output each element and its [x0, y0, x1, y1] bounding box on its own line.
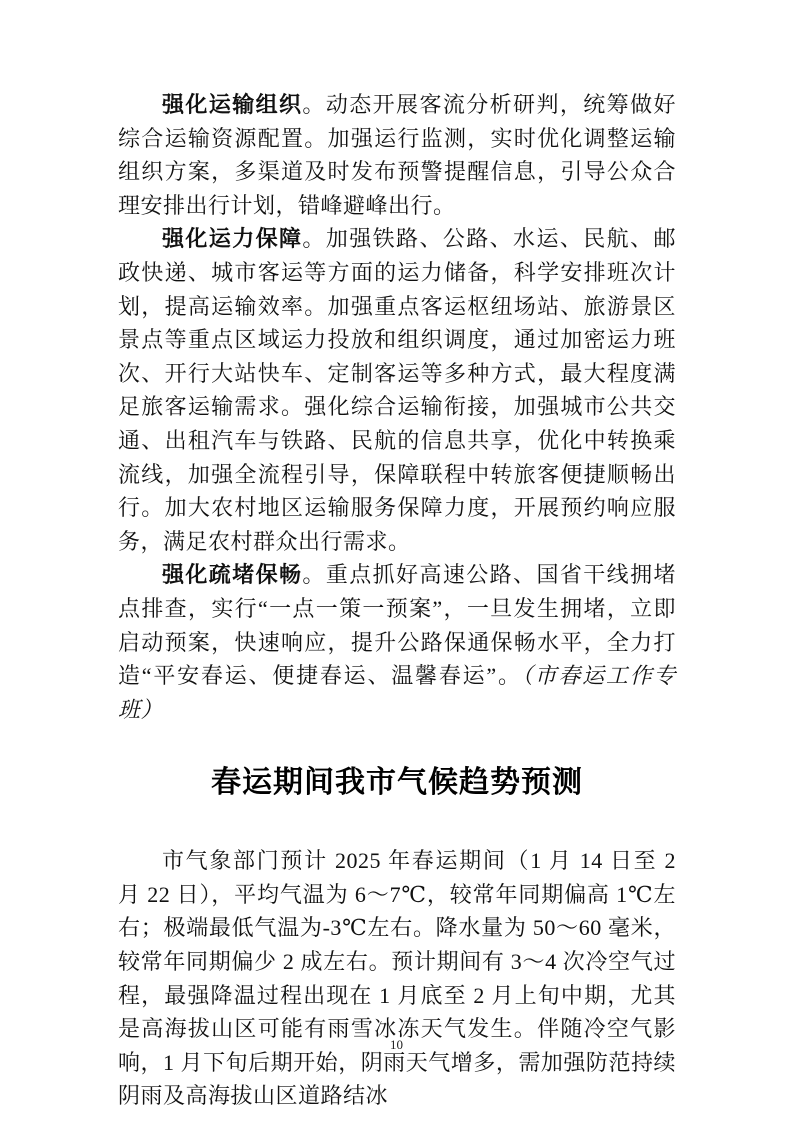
- paragraph-text: 。重点抓好高速公路、国省干线拥堵点排查，实行“一点一策一预案”，一旦发生拥堵，立即启动预案，快速响应，提升公路保通保畅水平，全力打造“平安春运、便捷春运、温馨春运”。: [118, 562, 676, 689]
- paragraph-text: 。加强铁路、公路、水运、民航、邮政快递、城市客运等方面的运力储备，科学安排班次计划，提高运输效率。加强重点客运枢纽场站、旅游景区景点等重点区域运力投放和组织调度，通过加密运力班次、开行大站快车、定制客运等多种方式，最大程度满足旅客运输需求。强化综合运输衔接，加强城市公共交通、出租汽车与铁路、民航的信息共享，优化中转换乘流线，加强全流程引导，保障联程中转旅客便捷顺畅出行。加大农村地区运输服务保障力度，开展预约响应服务，满足农村群众出行需求。: [118, 226, 676, 554]
- section-heading-climate-forecast: 春运期间我市气候趋势预测: [211, 766, 583, 800]
- paragraph-transport-organization: [118, 88, 676, 222]
- paragraph-lead-bold: 强化疏堵保畅: [162, 562, 303, 588]
- paragraph-weather-forecast: 市气象部门预计 2025 年春运期间（1 月 14 日至 2 月 22 日），平均气温为 6～7℃，较常年同期偏高 1℃左右；极端最低气温为-3℃左右。降水量为 50～60 毫米，较常年同期偏少 2 成左右。预计期间有 3～4 次冷空气过程，最强降温过程出现在 1 月底至 2 月上旬中期，尤其是高海拔山区可能有雨雪冰冻天气发生。伴随冷空气影响，1 月下旬后期开始，阴雨天气增多，需加强防范持续阴雨及高海拔山区道路结冰: [118, 848, 676, 1109]
- page-number: 10: [390, 1037, 403, 1052]
- paragraph-text: 。动态开展客流分析研判，统筹做好综合运输资源配置。加强运行监测，实时优化调整运输组织方案，多渠道及时发布预警提醒信息，引导公众合理安排出行计划，错峰避峰出行。: [118, 92, 676, 218]
- paragraph-capacity-guarantee: [118, 222, 676, 558]
- paragraph-congestion-relief: [118, 558, 676, 726]
- document-body: [118, 88, 676, 1113]
- paragraph-lead-bold: 强化运输组织: [162, 92, 303, 117]
- paragraph-signature: （市春运工作专班）: [118, 663, 676, 722]
- paragraph-lead-bold: 强化运力保障: [162, 226, 303, 252]
